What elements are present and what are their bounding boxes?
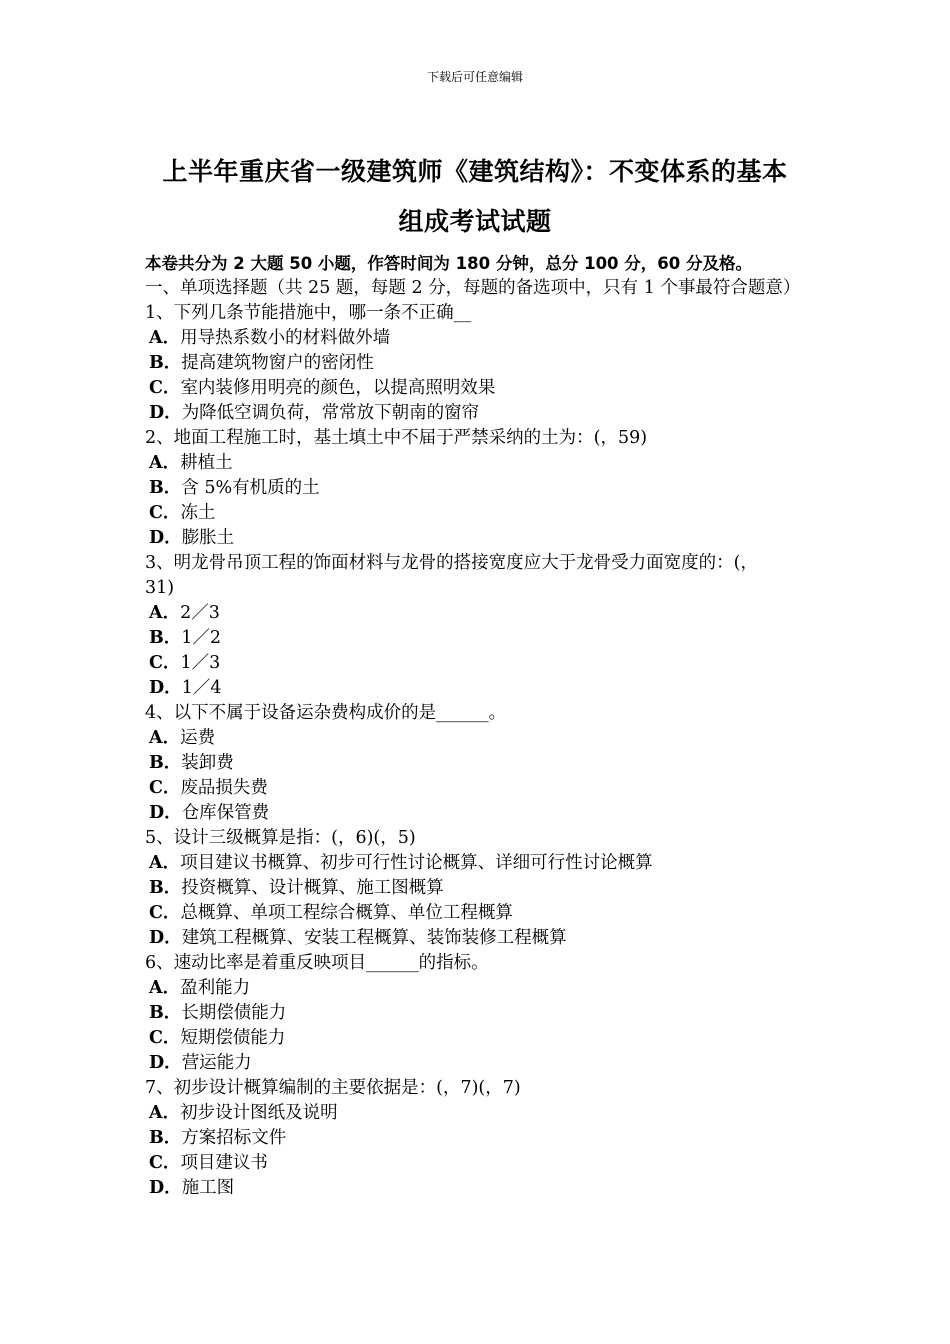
option-text: 含 5%有机质的土 [181, 478, 320, 498]
option-letter: D． [149, 928, 182, 948]
option-text: 投资概算、设计概算、施工图概算 [181, 878, 444, 898]
answer-option [145, 326, 825, 351]
option-text: 项目建议书概算、初步可行性讨论概算、详细可行性讨论概算 [180, 853, 653, 873]
option-text: 1／2 [181, 628, 222, 648]
exam-intro: 本卷共分为 2 大题 50 小题，作答时间为 180 分钟，总分 100 分，60 分及格。 [145, 254, 752, 273]
option-text: 项目建议书 [180, 1153, 268, 1173]
answer-option [145, 1176, 825, 1201]
page-title-line1: 上半年重庆省一级建筑师《建筑结构》：不变体系的基本 [162, 157, 788, 186]
option-text: 室内装修用明亮的颜色，以提高照明效果 [180, 378, 496, 398]
answer-option [145, 601, 825, 626]
answer-option [145, 526, 825, 551]
option-text: 短期偿债能力 [180, 1028, 286, 1048]
option-text: 长期偿债能力 [181, 1003, 287, 1023]
question-stem: 6、速动比率是着重反映项目______的指标。 [145, 953, 489, 973]
option-letter: A． [149, 978, 181, 998]
answer-option [145, 1126, 825, 1151]
answer-option [145, 926, 825, 951]
answer-option [145, 1001, 825, 1026]
answer-option [145, 776, 825, 801]
answer-option [145, 1026, 825, 1051]
option-letter: D． [149, 678, 182, 698]
option-text: 废品损失费 [180, 778, 268, 798]
option-text: 用导热系数小的材料做外墙 [180, 328, 391, 348]
section-heading: 一、单项选择题（共 25 题，每题 2 分，每题的备选项中，只有 1 个事最符合题意） [145, 278, 801, 298]
option-text: 提高建筑物窗户的密闭性 [181, 353, 374, 373]
option-text: 建筑工程概算、安装工程概算、装饰装修工程概算 [181, 928, 567, 948]
answer-option [145, 801, 825, 826]
answer-option [145, 451, 825, 476]
answer-option [145, 476, 825, 501]
question-stem: 1、下列几条节能措施中，哪一条不正确__ [145, 303, 472, 323]
answer-option [145, 976, 825, 1001]
answer-option [145, 501, 825, 526]
option-text: 方案招标文件 [181, 1128, 287, 1148]
option-letter: B． [149, 478, 182, 498]
answer-option [145, 876, 825, 901]
answer-option [145, 751, 825, 776]
option-text: 仓库保管费 [181, 803, 270, 823]
option-letter: B． [149, 628, 182, 648]
header-note: 下载后可任意编辑 [426, 70, 523, 84]
option-letter: C． [149, 378, 181, 398]
option-letter: B． [149, 1128, 182, 1148]
option-letter: D． [149, 1178, 182, 1198]
option-letter: B． [149, 1003, 182, 1023]
option-text: 营运能力 [181, 1053, 252, 1073]
option-letter: A． [149, 603, 181, 623]
answer-option [145, 726, 825, 751]
question-stem: 7、初步设计概算编制的主要依据是：(，7)(，7) [145, 1078, 521, 1098]
option-letter: D． [149, 403, 182, 423]
answer-option [145, 851, 825, 876]
question-stem: 5、设计三级概算是指：(，6)(，5) [145, 828, 416, 848]
question-list [145, 301, 825, 1201]
option-letter: D． [149, 528, 182, 548]
option-text: 1／4 [181, 678, 222, 698]
question-stem: 3、明龙骨吊顶工程的饰面材料与龙骨的搭接宽度应大于龙骨受力面宽度的：(， [145, 553, 758, 573]
question-stem: 4、以下不属于设备运杂费构成价的是______。 [145, 703, 507, 723]
option-text: 初步设计图纸及说明 [180, 1103, 338, 1123]
answer-option [145, 401, 825, 426]
option-letter: D． [149, 803, 182, 823]
option-letter: C． [149, 778, 181, 798]
option-letter: A． [149, 1103, 181, 1123]
answer-option [145, 351, 825, 376]
document-body [145, 251, 825, 1201]
option-text: 盈利能力 [180, 978, 251, 998]
option-text: 膨胀土 [181, 528, 235, 548]
option-letter: A． [149, 328, 181, 348]
option-text: 运费 [180, 728, 216, 748]
option-text: 为降低空调负荷，常常放下朝南的窗帘 [181, 403, 480, 423]
option-text: 冻土 [180, 503, 216, 523]
option-letter: C． [149, 1153, 181, 1173]
option-letter: C． [149, 503, 181, 523]
option-letter: B． [149, 878, 182, 898]
answer-option [145, 651, 825, 676]
answer-option [145, 1101, 825, 1126]
page-title-line2: 组成考试试题 [398, 207, 552, 236]
option-text: 总概算、单项工程综合概算、单位工程概算 [180, 903, 513, 923]
answer-option [145, 376, 825, 401]
answer-option [145, 1051, 825, 1076]
answer-option [145, 626, 825, 651]
answer-option [145, 901, 825, 926]
option-letter: D． [149, 1053, 182, 1073]
option-letter: A． [149, 853, 181, 873]
question-stem: 2、地面工程施工时，基土填土中不届于严禁采纳的土为：(，59) [145, 428, 648, 448]
option-text: 2／3 [180, 603, 220, 623]
option-letter: B． [149, 353, 182, 373]
answer-option [145, 676, 825, 701]
option-letter: A． [149, 453, 181, 473]
question-stem-continued: 31) [145, 578, 175, 598]
option-letter: A． [149, 728, 181, 748]
option-text: 施工图 [181, 1178, 235, 1198]
option-text: 装卸费 [181, 753, 234, 773]
answer-option [145, 1151, 825, 1176]
option-letter: C． [149, 903, 181, 923]
option-letter: C． [149, 653, 181, 673]
option-text: 耕植土 [180, 453, 233, 473]
option-text: 1／3 [180, 653, 221, 673]
option-letter: C． [149, 1028, 181, 1048]
option-letter: B． [149, 753, 182, 773]
